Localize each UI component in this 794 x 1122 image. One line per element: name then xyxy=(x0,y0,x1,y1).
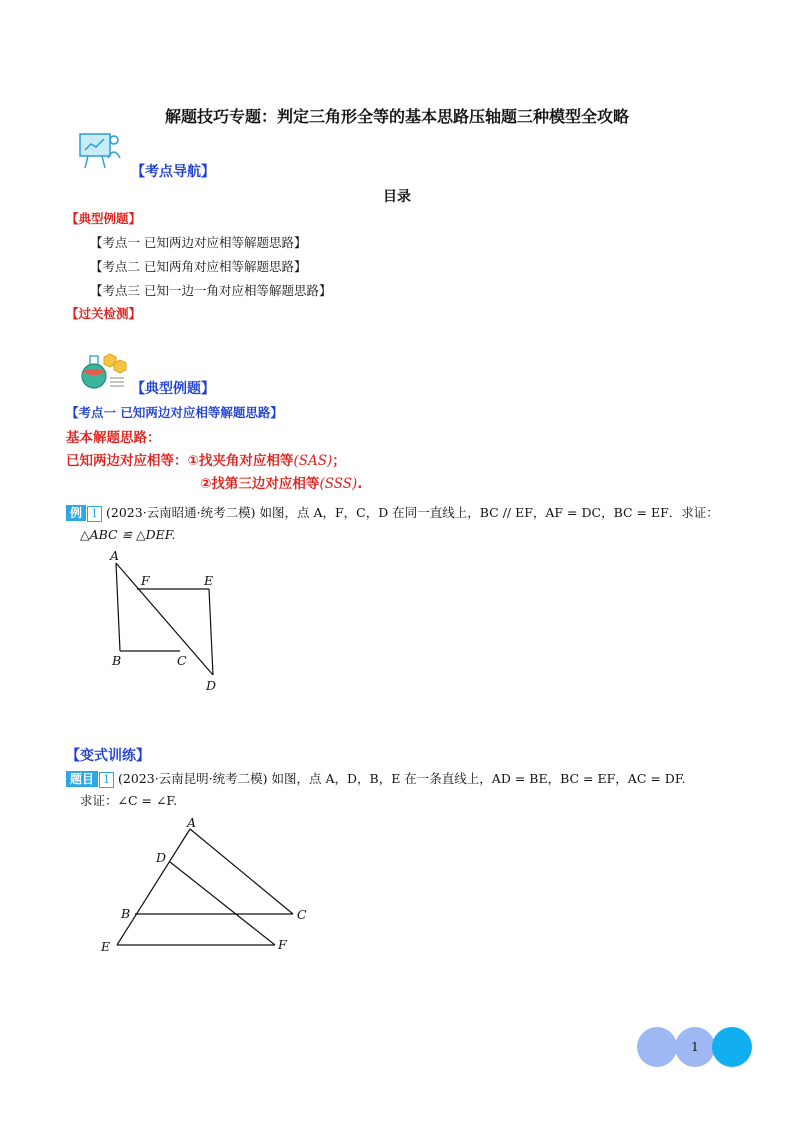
segment-ae xyxy=(117,829,190,945)
point-label-e: E xyxy=(204,573,214,588)
point-label-a: A xyxy=(110,548,120,563)
segment-ad xyxy=(116,563,213,675)
toc-item-point2[interactable]: 【考点二 已知两角对应相等解题思路】 xyxy=(90,259,307,274)
segment-ac xyxy=(190,829,293,914)
variant-1-text: 如图，点 A，D，B，E 在一条直线上，AD = BE，BC = EF，AC = DF. xyxy=(271,771,686,786)
approach-line-2 xyxy=(200,472,362,492)
toc-section-check[interactable]: 【过关检测】 xyxy=(66,306,142,321)
variant-number: 1 xyxy=(99,772,114,788)
example-1-text-2: △ABC ≌ △DEF. xyxy=(80,527,176,542)
example-1-figure xyxy=(100,548,230,698)
approach-line-2-suffix: . xyxy=(357,476,363,492)
page-title: 解题技巧专题：判定三角形全等的基本思路压轴题三种模型全攻略 xyxy=(164,107,629,126)
examples-heading: 【典型例题】 xyxy=(131,381,215,397)
example-number: 1 xyxy=(87,506,102,522)
point-label-b: B xyxy=(121,906,131,921)
toc-item-point3[interactable]: 【考点三 已知一边一角对应相等解题思路】 xyxy=(90,283,332,298)
approach-line-1 xyxy=(66,449,346,469)
point-label-c: C xyxy=(177,653,187,668)
variant-1-figure xyxy=(95,812,325,962)
footer-circle-left xyxy=(637,1027,677,1067)
page-number: 1 xyxy=(675,1027,715,1067)
variant-1-text-2: 求证：∠C = ∠F. xyxy=(80,793,178,808)
point-label-d: D xyxy=(156,850,167,865)
variant-1-source: (2023·云南昆明·统考二模) xyxy=(118,771,268,786)
example-1-problem xyxy=(66,504,766,522)
point-label-b: B xyxy=(112,653,122,668)
point-label-d: D xyxy=(206,678,217,693)
footer-circle-right xyxy=(712,1027,752,1067)
presentation-board-icon xyxy=(76,128,124,172)
point-label-e: E xyxy=(101,939,111,954)
approach-line-1-suffix: ； xyxy=(332,453,346,469)
variant-heading: 【变式训练】 xyxy=(66,748,150,764)
approach-line-2-text: ②找第三边对应相等 xyxy=(200,476,320,492)
flask-icon xyxy=(80,350,128,392)
point-label-c: C xyxy=(297,907,307,922)
segment-df xyxy=(170,862,275,945)
example-tag: 例 xyxy=(66,505,86,521)
point1-heading: 【考点一 已知两边对应相等解题思路】 xyxy=(66,405,283,420)
point-label-f: F xyxy=(278,937,287,952)
example-1-text: 如图，点 A，F，C，D 在同一直线上，BC // EF，AF = DC，BC = EF．求证： xyxy=(259,505,719,520)
point-label-f: F xyxy=(141,573,150,588)
segment-ab xyxy=(116,563,120,651)
segment-ed xyxy=(209,589,213,675)
sss-label: (SSS) xyxy=(319,476,358,492)
basic-approach-label: 基本解题思路： xyxy=(66,430,161,446)
variant-tag: 题目 xyxy=(66,771,98,787)
toc-title: 目录 xyxy=(383,189,411,205)
toc-section-examples[interactable]: 【典型例题】 xyxy=(66,211,142,226)
nav-heading: 【考点导航】 xyxy=(131,164,215,180)
sas-label: (SAS) xyxy=(293,453,333,469)
approach-line-1-text: 已知两边对应相等：①找夹角对应相等 xyxy=(66,453,294,469)
variant-1-problem xyxy=(66,770,766,788)
point-label-a: A xyxy=(187,815,197,830)
toc-item-point1[interactable]: 【考点一 已知两边对应相等解题思路】 xyxy=(90,235,307,250)
example-1-source: (2023·云南昭通·统考二模) xyxy=(106,505,256,520)
